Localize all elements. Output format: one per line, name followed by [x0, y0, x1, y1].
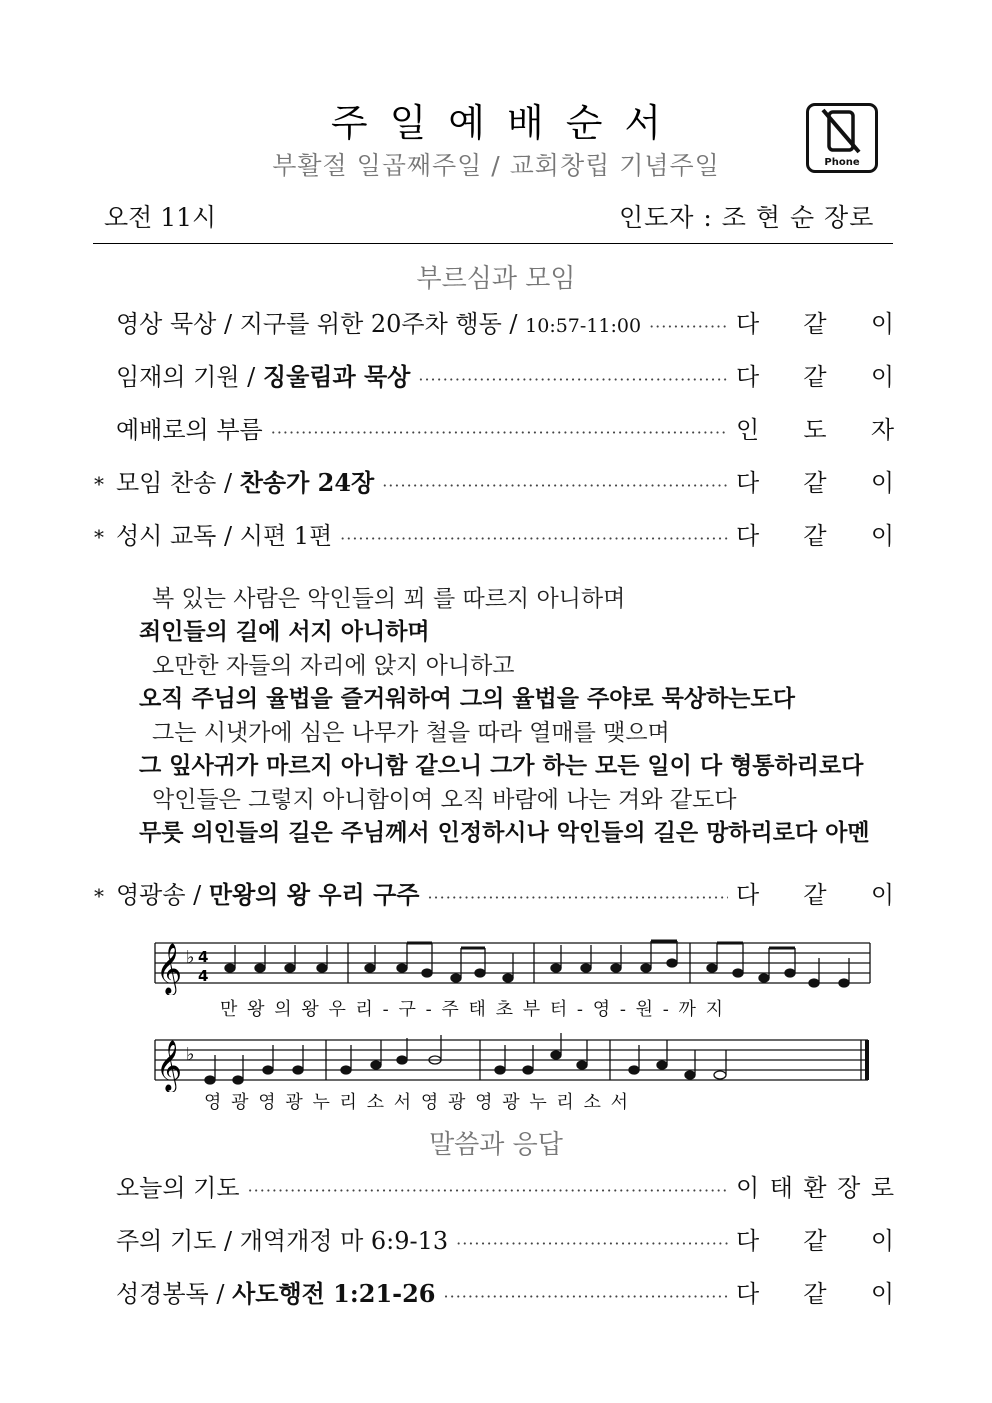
- order-item: [94, 304, 894, 338]
- dot-leader: [427, 888, 728, 907]
- dot-leader: [248, 1181, 728, 1200]
- psalm-line-leader: 악인들은 그렇지 아니함이여 오직 바람에 나는 겨와 같도다: [152, 787, 737, 813]
- flat-sign-icon: ♭: [186, 947, 195, 968]
- psalm-line-leader: 그는 시냇가에 심은 나무가 철을 따라 열매를 맺으며: [152, 720, 670, 746]
- psalm-line-congregation: 죄인들의 길에 서지 아니하며: [139, 619, 430, 645]
- music-staff-line-2: [150, 1030, 874, 1092]
- order-item-performer: 인 도 자: [736, 416, 894, 444]
- order-item-performer: 다 같 이: [736, 1227, 894, 1255]
- section-heading-word: 말씀과 응답: [429, 1130, 563, 1160]
- order-item-label: 예배로의 부름: [116, 416, 263, 444]
- svg-text:4: 4: [198, 967, 209, 985]
- order-item-label: 오늘의 기도: [116, 1174, 240, 1202]
- treble-clef-icon: 𝄞: [156, 1040, 183, 1091]
- order-item: [94, 875, 894, 909]
- dot-leader: [271, 423, 728, 442]
- header-divider: [93, 243, 893, 244]
- order-item: [94, 463, 894, 497]
- psalm-line-congregation: 그 잎사귀가 마르지 아니함 같으니 그가 하는 모든 일이 다 형통하리로다: [139, 753, 864, 779]
- order-item-performer: 다 같 이: [736, 363, 894, 391]
- psalm-line-congregation: 무릇 의인들의 길은 주님께서 인정하시나 악인들의 길은 망하리로다 아멘: [139, 820, 870, 846]
- dot-leader: [382, 476, 728, 495]
- order-item: [94, 1168, 894, 1202]
- dot-leader: [649, 317, 728, 336]
- order-item-label: 임재의 기원 / 징울림과 묵상: [116, 362, 411, 391]
- order-item-performer: 다 같 이: [736, 522, 894, 550]
- dot-leader: [418, 370, 728, 389]
- order-item: [94, 1221, 894, 1255]
- order-item-label: 모임 찬송 / 찬송가 24장: [116, 468, 375, 497]
- page-title: 주일예배순서: [330, 101, 684, 145]
- hymn-lyrics-line-1: 만 왕 의 왕 우 리 - 구 - 주 태 초 부 터 - 영 - 원 - 까 지: [220, 999, 726, 1020]
- standing-mark: *: [94, 884, 104, 908]
- order-item-label: 영상 묵상 / 지구를 위한 20주차 행동 / 10:57-11:00: [116, 310, 642, 338]
- order-item-label: 성시 교독 / 시편 1편: [116, 522, 333, 550]
- order-item: [94, 410, 894, 444]
- flat-sign-icon: ♭: [186, 1044, 195, 1065]
- page-subtitle: 부활절 일곱째주일 / 교회창립 기념주일: [272, 151, 720, 180]
- psalm-line-leader: 복 있는 사람은 악인들의 꾀 를 따르지 아니하며: [152, 586, 626, 612]
- phone-icon-label: Phone: [824, 157, 860, 168]
- order-item-performer: 이 태 환 장 로: [736, 1174, 894, 1202]
- service-leader: 인도자 : 조 현 순 장로: [619, 203, 875, 232]
- section-heading-gathering: 부르심과 모임: [416, 264, 576, 294]
- order-item-performer: 다 같 이: [736, 1280, 894, 1308]
- order-item-performer: 다 같 이: [736, 310, 894, 338]
- psalm-line-congregation: 오직 주님의 율법을 즐거워하여 그의 율법을 주야로 묵상하는도다: [139, 686, 795, 712]
- standing-mark: *: [94, 525, 104, 549]
- svg-text:4: 4: [198, 948, 209, 966]
- dot-leader: [444, 1287, 728, 1306]
- order-item-label: 영광송 / 만왕의 왕 우리 구주: [116, 880, 420, 909]
- standing-mark: *: [94, 472, 104, 496]
- order-item: [94, 357, 894, 391]
- order-item-label: 주의 기도 / 개역개정 마 6:9-13: [116, 1227, 449, 1255]
- dot-leader: [340, 529, 728, 548]
- order-item: [94, 1274, 894, 1308]
- treble-clef-icon: 𝄞: [156, 943, 183, 994]
- service-time: 오전 11시: [104, 203, 217, 232]
- no-phone-icon: [806, 103, 878, 173]
- order-item: [94, 516, 894, 550]
- hymn-lyrics-line-2: 영 광 영 광 누 리 소 서 영 광 영 광 누 리 소 서: [204, 1092, 631, 1113]
- psalm-line-leader: 오만한 자들의 자리에 앉지 아니하고: [152, 653, 515, 679]
- dot-leader: [456, 1234, 728, 1253]
- order-item-performer: 다 같 이: [736, 469, 894, 497]
- music-staff-line-1: [150, 933, 874, 995]
- order-item-label: 성경봉독 / 사도행전 1:21-26: [116, 1279, 436, 1308]
- order-item-performer: 다 같 이: [736, 881, 894, 909]
